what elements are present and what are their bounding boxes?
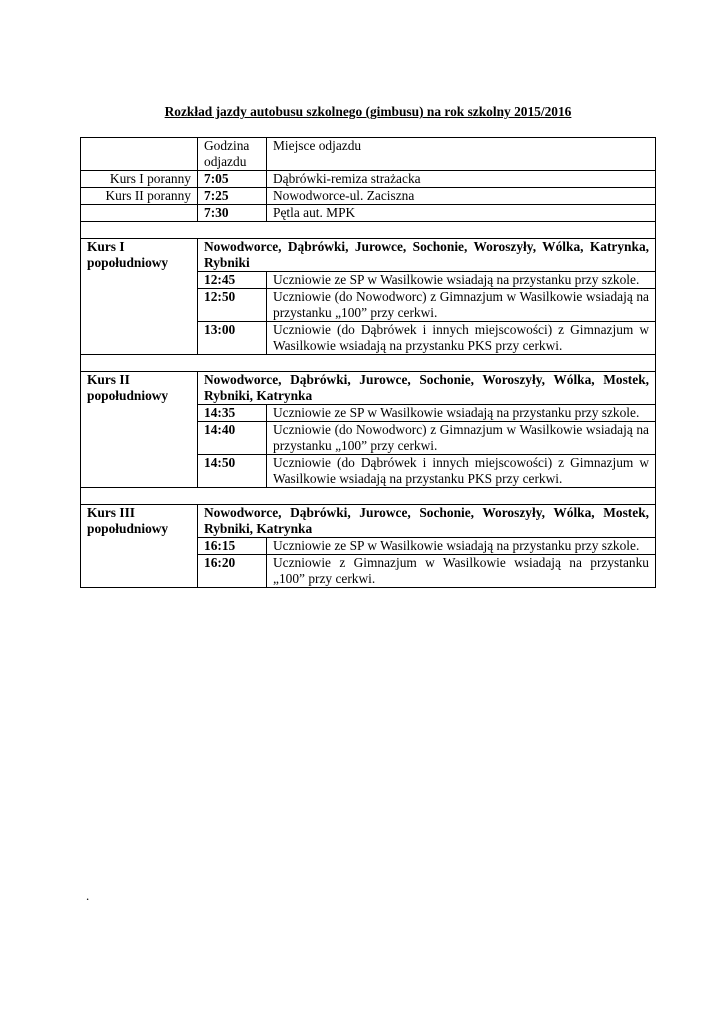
morning-row [81, 171, 656, 188]
spacer-row [81, 488, 656, 505]
spacer-row [81, 222, 656, 239]
stop-time: 16:20 [198, 555, 267, 588]
stop-time: 14:35 [198, 405, 267, 422]
footer-mark: . [86, 888, 90, 903]
stop-note: Uczniowie z Gimnazjum w Wasilkowie wsiadają na przystanku „100” przy cerkwi. [267, 555, 656, 588]
morning-row [81, 188, 656, 205]
spacer-row [81, 355, 656, 372]
course-header-row [81, 505, 656, 538]
course-label-line2: popołudniowy [87, 521, 169, 536]
stop-note: Uczniowie ze SP w Wasilkowie wsiadają na przystanku przy szkole. [267, 272, 656, 289]
morning-label: Kurs I poranny [81, 171, 198, 188]
stop-note: Uczniowie ze SP w Wasilkowie wsiadają na przystanku przy szkole. [267, 538, 656, 555]
morning-time: 7:25 [198, 188, 267, 205]
stop-time: 12:50 [198, 289, 267, 322]
morning-time: 7:05 [198, 171, 267, 188]
course-route: Nowodworce, Dąbrówki, Jurowce, Sochonie, Woroszyły, Wólka, Mostek, Rybniki, Katrynka [198, 505, 656, 538]
stop-time: 12:45 [198, 272, 267, 289]
stop-note: Uczniowie (do Dąbrówek i innych miejscowości) z Gimnazjum w Wasilkowie wsiadają na przystanku PKS przy cerkwi. [267, 322, 656, 355]
course-header-row [81, 239, 656, 272]
header-place-cell: Miejsce odjazdu [267, 138, 656, 171]
course-label [81, 505, 198, 588]
course-label-line1: Kurs II [87, 372, 130, 387]
stop-time: 14:50 [198, 455, 267, 488]
morning-row [81, 205, 656, 222]
header-time-line2: odjazdu [204, 154, 247, 169]
stop-note: Uczniowie ze SP w Wasilkowie wsiadają na przystanku przy szkole. [267, 405, 656, 422]
course-label-line2: popołudniowy [87, 255, 169, 270]
morning-place: Pętla aut. MPK [267, 205, 656, 222]
morning-place: Dąbrówki-remiza strażacka [267, 171, 656, 188]
course-label-line1: Kurs III [87, 505, 135, 520]
stop-note: Uczniowie (do Nowodworc) z Gimnazjum w Wasilkowie wsiadają na przystanku „100” przy cerkwi. [267, 422, 656, 455]
course-header-row [81, 372, 656, 405]
stop-time: 13:00 [198, 322, 267, 355]
stop-note: Uczniowie (do Nowodworc) z Gimnazjum w Wasilkowie wsiadają na przystanku „100” przy cerkwi. [267, 289, 656, 322]
header-time-cell [198, 138, 267, 171]
course-label [81, 372, 198, 488]
stop-note: Uczniowie (do Dąbrówek i innych miejscowości) z Gimnazjum w Wasilkowie wsiadają na przystanku PKS przy cerkwi. [267, 455, 656, 488]
stop-time: 14:40 [198, 422, 267, 455]
schedule-table [80, 137, 656, 588]
stop-time: 16:15 [198, 538, 267, 555]
morning-place: Nowodworce-ul. Zaciszna [267, 188, 656, 205]
course-label-line2: popołudniowy [87, 388, 169, 403]
document-title: Rozkład jazdy autobusu szkolnego (gimbusu) na rok szkolny 2015/2016 [164, 104, 572, 119]
header-empty-cell [81, 138, 198, 171]
header-row [81, 138, 656, 171]
header-time-line1: Godzina [204, 138, 250, 153]
course-label-line1: Kurs I [87, 239, 125, 254]
morning-label: Kurs II poranny [81, 188, 198, 205]
morning-time: 7:30 [198, 205, 267, 222]
morning-label [81, 205, 198, 222]
course-route: Nowodworce, Dąbrówki, Jurowce, Sochonie, Woroszyły, Wólka, Katrynka, Rybniki [198, 239, 656, 272]
course-route: Nowodworce, Dąbrówki, Jurowce, Sochonie, Woroszyły, Wólka, Mostek, Rybniki, Katrynka [198, 372, 656, 405]
course-label [81, 239, 198, 355]
